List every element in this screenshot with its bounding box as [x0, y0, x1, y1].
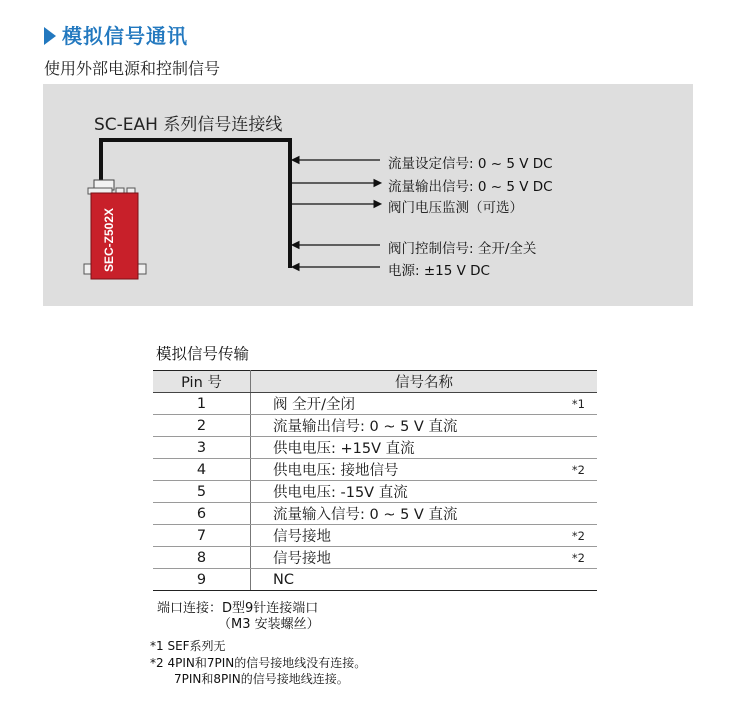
device-label: SEC-Z502X	[102, 207, 116, 272]
pin-number: 1	[153, 393, 251, 415]
signal-name-cell	[251, 459, 598, 481]
signal-name: 供电电压: +15V 直流	[273, 441, 415, 457]
signal-label-valve-monitor: 阀门电压监测（可选）	[388, 200, 523, 216]
table-row	[153, 503, 597, 525]
signal-name-cell	[251, 569, 598, 591]
footnote-2: *2 4PIN和7PIN的信号接地线没有连接。	[150, 656, 367, 670]
arrow-flow-output	[292, 180, 381, 187]
table-row	[153, 569, 597, 591]
pin-number: 6	[153, 503, 251, 525]
pin-table	[153, 370, 597, 591]
signal-name-cell	[251, 481, 598, 503]
footnote-1: *1 SEF系列无	[150, 639, 226, 653]
arrow-valve-monitor	[292, 201, 381, 208]
arrow-valve-control	[292, 242, 380, 249]
section-title-text: 模拟信号通讯	[62, 24, 188, 48]
diagram-title: SC-EAH 系列信号连接线	[94, 115, 283, 135]
pin-number: 3	[153, 437, 251, 459]
table-row	[153, 547, 597, 569]
column-header-signal: 信号名称	[251, 371, 598, 393]
table-title: 模拟信号传输	[156, 345, 250, 363]
port-screw-note: （M3 安装螺丝）	[218, 617, 320, 632]
arrow-power	[292, 264, 380, 271]
signal-name-cell	[251, 437, 598, 459]
signal-label-flow-setpoint: 流量设定信号: 0 ~ 5 V DC	[388, 156, 553, 172]
signal-label-power: 电源: ±15 V DC	[388, 263, 490, 279]
signal-name: NC	[273, 571, 294, 588]
footnote-ref: *1	[571, 397, 585, 411]
footnote-2-continued: 7PIN和8PIN的信号接地线连接。	[174, 672, 349, 686]
table-row	[153, 415, 597, 437]
wiring-diagram	[0, 0, 750, 320]
pin-number: 7	[153, 525, 251, 547]
table-row	[153, 525, 597, 547]
section-subtitle: 使用外部电源和控制信号	[44, 59, 221, 78]
signal-name-cell	[251, 547, 598, 569]
pin-number: 4	[153, 459, 251, 481]
table-row	[153, 393, 597, 415]
signal-label-flow-output: 流量输出信号: 0 ~ 5 V DC	[388, 179, 553, 195]
signal-name: 信号接地	[273, 551, 331, 567]
footnote-ref: *2	[571, 529, 585, 543]
device-tab-right	[138, 264, 146, 274]
signal-name-cell	[251, 525, 598, 547]
signal-name-cell	[251, 393, 598, 415]
pin-number: 2	[153, 415, 251, 437]
signal-name-cell	[251, 503, 598, 525]
footnote-ref: *2	[571, 551, 585, 565]
signal-name: 信号接地	[273, 529, 331, 545]
signal-name: 阀 全开/全闭	[273, 397, 355, 413]
table-header-row	[153, 371, 597, 393]
table-row	[153, 481, 597, 503]
signal-label-valve-control: 阀门控制信号: 全开/全关	[388, 241, 537, 257]
table-row	[153, 459, 597, 481]
pin-number: 8	[153, 547, 251, 569]
signal-name: 供电电压: -15V 直流	[273, 485, 408, 501]
port-connection: 端口连接：D型9针连接端口	[157, 601, 319, 616]
footnote-ref: *2	[571, 463, 585, 477]
signal-name: 流量输入信号: 0 ~ 5 V 直流	[273, 507, 458, 523]
pin-number: 9	[153, 569, 251, 591]
pin-number: 5	[153, 481, 251, 503]
signal-name: 流量输出信号: 0 ~ 5 V 直流	[273, 419, 458, 435]
column-header-pin: Pin 号	[153, 371, 251, 393]
arrow-flow-setpoint	[292, 157, 380, 164]
signal-name: 供电电压: 接地信号	[273, 463, 399, 479]
table-row	[153, 437, 597, 459]
signal-name-cell	[251, 415, 598, 437]
